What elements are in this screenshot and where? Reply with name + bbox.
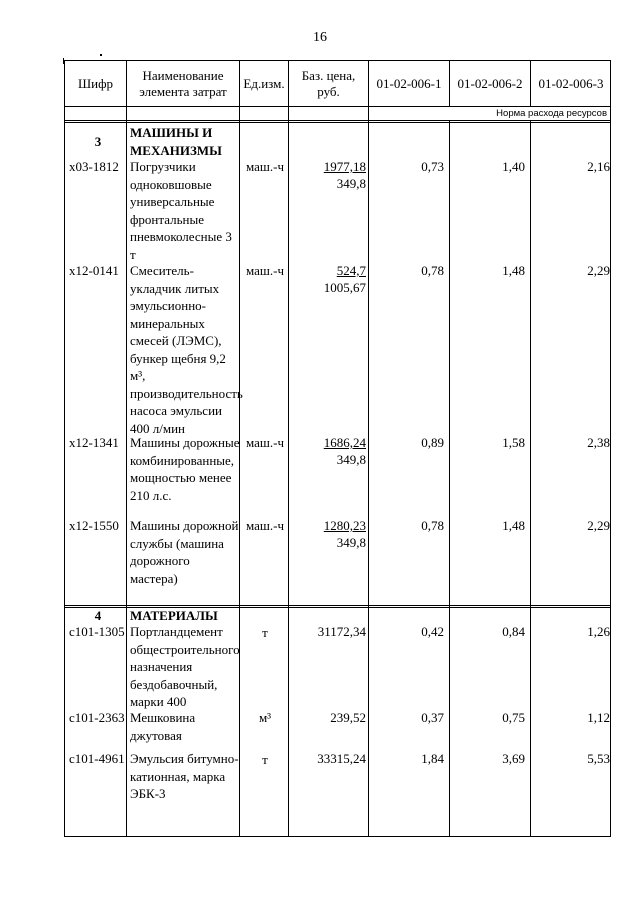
row-value-2: 0,75 [502,710,525,725]
header-price: Баз. цена, руб. [301,68,356,99]
header-unit: Ед.изм. [243,76,285,91]
row-name: Портландцемент общестроительного назначения бездобавочный, марки 400 [130,624,240,709]
row-unit: т [262,625,268,640]
row-name: Мешковина джутовая [130,710,196,743]
row-price-top: 1686,24 [323,435,366,450]
scan-dot [100,54,102,56]
row-value-3: 2,16 [587,159,610,174]
row-unit: м³ [258,710,272,725]
row-price: 239,52 [330,710,366,725]
section-title: МАШИНЫ И МЕХАНИЗМЫ [130,125,222,158]
row-value-1: 1,84 [421,751,444,766]
col-divider [530,121,531,837]
row-code: х03-1812 [69,159,119,174]
row-divider [65,120,610,121]
row-name: Машины дорожные комбинированные, мощностью менее 210 л.с. [130,435,240,503]
row-name: Машины дорожной службы (машина дорожного мастера) [130,518,239,586]
row-code: с101-2363 [69,710,125,725]
row-price-bottom: 1005,67 [323,280,366,295]
row-price-bottom: 349,8 [336,176,366,191]
header-code: Шифр [78,76,113,91]
section-number: 4 [94,608,102,623]
row-value-2: 3,69 [502,751,525,766]
row-code: х12-1550 [69,518,119,533]
row-value-2: 0,84 [502,624,525,639]
row-value-3: 1,26 [587,624,610,639]
row-unit: маш.-ч [245,159,285,174]
page-number: 16 [313,30,327,45]
row-value-2: 1,48 [502,263,525,278]
row-value-3: 2,29 [587,263,610,278]
resource-table [64,60,611,837]
row-unit: маш.-ч [245,263,285,278]
header-col2: 01-02-006-2 [457,76,523,91]
row-value-3: 2,38 [587,435,610,450]
row-name: Эмульсия битумно-катионная, марка ЭБК-3 [130,751,239,801]
row-price: 31172,34 [317,624,366,639]
row-value-2: 1,40 [502,159,525,174]
row-name: Смеситель-укладчик литых эмульсионно-минеральных смесей (ЛЭМС), бункер щебня 9,2 м³, производительность насоса эмульсии 400 л/мин [130,263,243,436]
row-divider [65,122,610,123]
row-unit: маш.-ч [245,435,285,450]
row-code: х12-1341 [69,435,119,450]
row-price: 33315,24 [317,751,366,766]
row-code: с101-1305 [69,624,125,639]
row-price-top: 1280,23 [323,518,366,533]
section-title: МАТЕРИАЛЫ [130,608,218,623]
col-divider [449,121,450,837]
row-value-2: 1,58 [502,435,525,450]
row-price-top: 1977,18 [323,159,366,174]
row-code: с101-4961 [69,751,125,766]
row-value-1: 0,73 [421,159,444,174]
norma-label: Норма расхода ресурсов [496,108,607,119]
row-value-1: 0,89 [421,435,444,450]
row-divider [65,605,610,606]
header-col3: 01-02-006-3 [538,76,604,91]
row-value-1: 0,78 [421,518,444,533]
row-value-3: 2,29 [587,518,610,533]
row-price-top: 524,7 [336,263,366,278]
row-unit: т [262,752,268,767]
row-value-1: 0,78 [421,263,444,278]
col-divider [288,61,289,837]
row-price-bottom: 349,8 [336,452,366,467]
header-name: Наименование элемента затрат [139,68,227,99]
row-value-1: 0,37 [421,710,444,725]
row-value-3: 5,53 [587,751,610,766]
row-value-1: 0,42 [421,624,444,639]
col-divider [368,61,369,837]
row-value-2: 1,48 [502,518,525,533]
section-number: 3 [94,134,102,149]
row-unit: маш.-ч [245,518,285,533]
row-code: х12-0141 [69,263,119,278]
row-name: Погрузчики одноковшовые универсальные фронтальные пневмоколесные 3 т [130,159,232,262]
header-col1: 01-02-006-1 [376,76,442,91]
row-price-bottom: 349,8 [336,535,366,550]
row-value-3: 1,12 [587,710,610,725]
